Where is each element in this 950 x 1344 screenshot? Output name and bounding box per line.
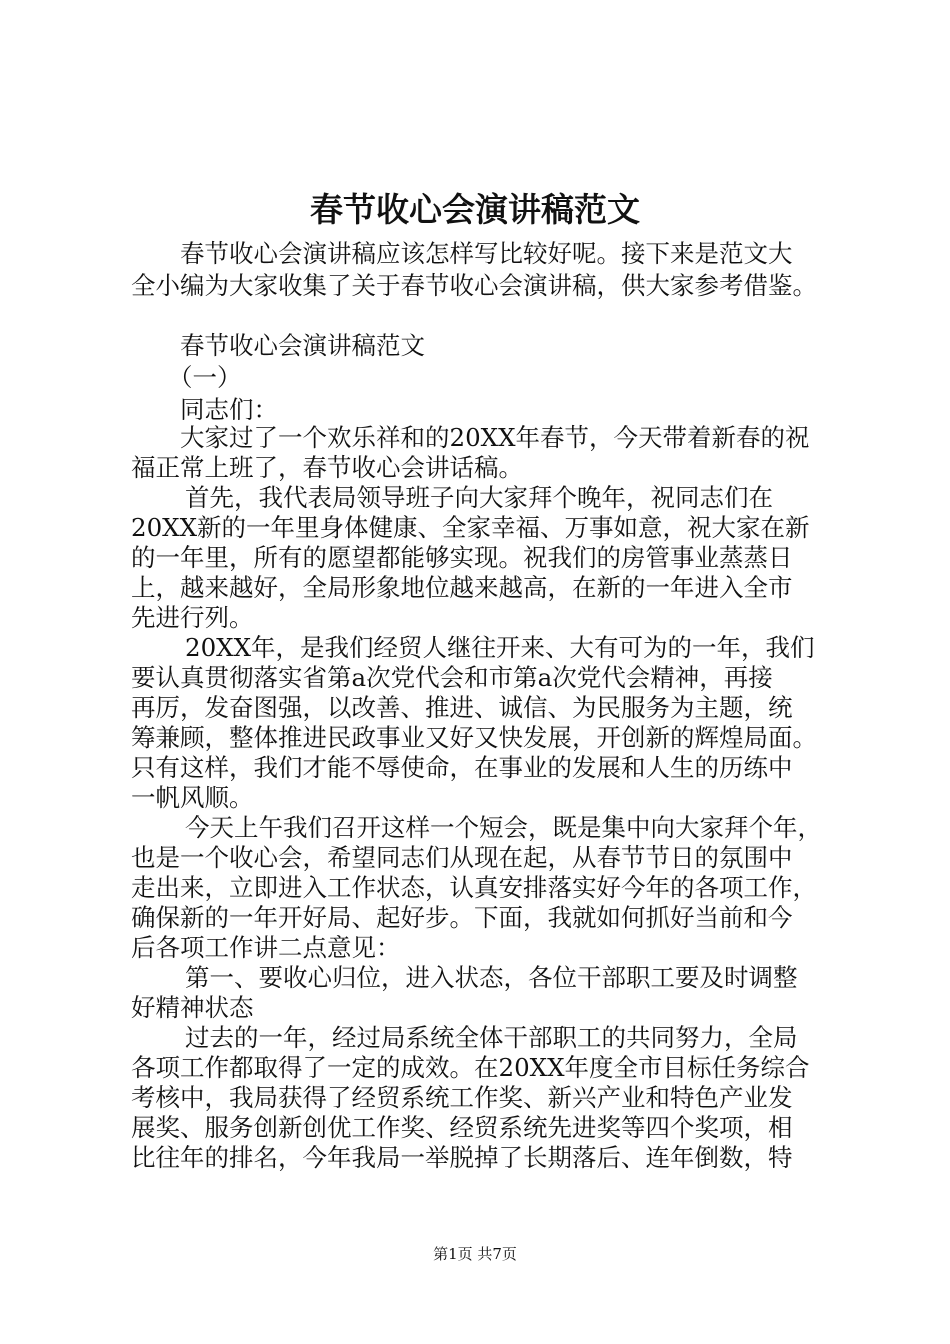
body-line: 春节收心会演讲稿应该怎样写比较好呢。接下来是范文大 (180, 239, 793, 268)
body-line: 比往年的排名，今年我局一举脱掉了长期落后、连年倒数，特 (131, 1143, 793, 1172)
body-line: 一帆风顺。 (131, 783, 254, 812)
body-line: 确保新的一年开好局、起好步。下面，我就如何抓好当前和今 (131, 903, 793, 932)
body-line: 先进行列。 (131, 603, 254, 632)
body-line: 再厉，发奋图强，以改善、推进、诚信、为民服务为主题，统 (131, 693, 793, 722)
body-line: 同志们： (180, 395, 278, 424)
body-line: 要认真贯彻落实省第a次党代会和市第a次党代会精神，再接 (131, 663, 773, 692)
body-line: 20XX新的一年里身体健康、全家幸福、万事如意，祝大家在新 (131, 513, 810, 542)
body-line: 春节收心会演讲稿范文 (180, 331, 425, 360)
body-line: 走出来，立即进入工作状态，认真安排落实好今年的各项工作， (131, 873, 817, 902)
body-line: 的一年里，所有的愿望都能够实现。祝我们的房管事业蒸蒸日 (131, 543, 793, 572)
page-number: 第1页 共7页 (433, 1245, 517, 1263)
body-line: 福正常上班了，春节收心会讲话稿。 (131, 453, 523, 482)
body-line: 各项工作都取得了一定的成效。在20XX年度全市目标任务综合 (131, 1053, 810, 1082)
document-title: 春节收心会演讲稿范文 (310, 190, 640, 229)
body-line: 过去的一年，经过局系统全体干部职工的共同努力，全局 (185, 1023, 798, 1052)
body-line: 也是一个收心会，希望同志们从现在起，从春节节日的氛围中 (131, 843, 793, 872)
body-line: 后各项工作讲二点意见： (131, 933, 401, 962)
body-line: 大家过了一个欢乐祥和的20XX年春节，今天带着新春的祝 (180, 423, 810, 452)
body-line: 首先，我代表局领导班子向大家拜个晚年，祝同志们在 (185, 483, 773, 512)
body-line: 筹兼顾，整体推进民政事业又好又快发展，开创新的辉煌局面。 (131, 723, 817, 752)
body-line: 今天上午我们召开这样一个短会，既是集中向大家拜个年， (185, 813, 822, 842)
body-line: 第一、要收心归位，进入状态，各位干部职工要及时调整 (185, 963, 798, 992)
body-line: 展奖、服务创新创优工作奖、经贸系统先进奖等四个奖项，相 (131, 1113, 793, 1142)
body-line: 全小编为大家收集了关于春节收心会演讲稿，供大家参考借鉴。 (131, 271, 817, 300)
body-line: 考核中，我局获得了经贸系统工作奖、新兴产业和特色产业发 (131, 1083, 793, 1112)
body-line: 只有这样，我们才能不辱使命，在事业的发展和人生的历练中 (131, 753, 793, 782)
body-line: 好精神状态 (131, 993, 254, 1022)
body-line: 20XX年，是我们经贸人继往开来、大有可为的一年，我们 (185, 633, 815, 662)
body-line: 上，越来越好，全局形象地位越来越高，在新的一年进入全市 (131, 573, 793, 602)
body-line: （一） (168, 363, 242, 392)
